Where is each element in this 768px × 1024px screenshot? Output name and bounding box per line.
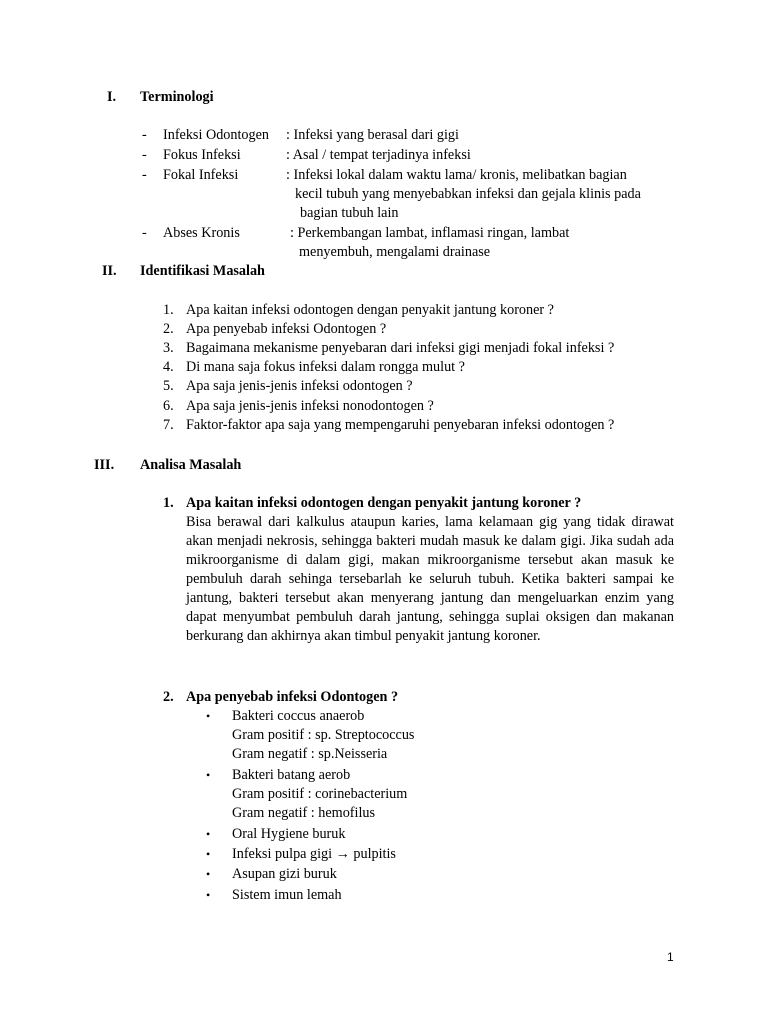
arrow-right-icon: → [335,846,350,862]
bullet-icon: • [206,768,211,782]
bullet-item [232,845,396,864]
section-2-title: Identifikasi Masalah [140,263,265,279]
problem-text: Bagaimana mekanisme penyebaran dari infeksi gigi menjadi fokal infeksi ? [186,340,615,356]
term-dash: - [142,225,147,241]
bullet-icon: • [206,867,211,881]
bullet-subitem: Gram positif : corinebacterium [232,786,408,802]
problem-text: Apa penyebab infeksi Odontogen ? [186,321,387,337]
problem-number: 4. [163,359,174,375]
analysis-question: Apa kaitan infeksi odontogen dengan penyakit jantung koroner ? [186,495,582,511]
bullet-item: Oral Hygiene buruk [232,826,346,842]
term-definition-continued: bagian tubuh lain [300,205,399,221]
term-label: Fokal Infeksi [163,167,239,183]
term-definition: : Infeksi lokal dalam waktu lama/ kronis, melibatkan bagian [286,167,627,183]
problem-number: 6. [163,398,174,414]
problem-number: 3. [163,340,174,356]
bullet-item: Asupan gizi buruk [232,866,337,882]
term-label: Infeksi Odontogen [163,127,269,143]
analysis-question: Apa penyebab infeksi Odontogen ? [186,689,399,705]
section-3-number: III. [94,457,115,473]
term-dash: - [142,147,147,163]
problem-number: 1. [163,302,174,318]
problem-text: Faktor-faktor apa saja yang mempengaruhi penyebaran infeksi odontogen ? [186,417,615,433]
term-label: Abses Kronis [163,225,240,241]
bullet-subitem: Gram negatif : hemofilus [232,805,376,821]
problem-number: 5. [163,378,174,394]
problem-text: Di mana saja fokus infeksi dalam rongga mulut ? [186,359,465,375]
problem-number: 2. [163,321,174,337]
section-3-title: Analisa Masalah [140,457,242,473]
bullet-icon: • [206,709,211,723]
bullet-item: Sistem imun lemah [232,887,342,903]
analysis-question-number: 1. [163,495,174,511]
problem-text: Apa kaitan infeksi odontogen dengan penyakit jantung koroner ? [186,302,554,318]
page-number: 1 [667,950,674,964]
term-definition-continued: kecil tubuh yang menyebabkan infeksi dan gejala klinis pada [295,186,641,202]
problem-text: Apa saja jenis-jenis infeksi odontogen ? [186,378,413,394]
analysis-answer-paragraph: Bisa berawal dari kalkulus ataupun karies, lama kelamaan gig yang tidak dirawat akan menjadi nekrosis, sehingga bakteri mudah masuk ke dalam gigi. Jika sudah ada mikroorganisme di dalam gigi, makan mikroorganisme tersebut akan masuk ke pembuluh darah sehinga tersebarlah ke seluruh tubuh. Ketika bakteri sampai ke jantung, bakteri tersebut akan menyerang jantung dan mengeluarkan enzim yang dapat menyumbat pembuluh darah jantung, sehingga suplai oksigen dan makanan berkurang dan akhirnya akan timbul penyakit jantung koroner. [186,514,674,644]
term-definition-continued: menyembuh, mengalami drainase [299,244,491,260]
bullet-item: Bakteri coccus anaerob [232,708,365,724]
bullet-icon: • [206,888,211,902]
bullet-icon: • [206,827,211,841]
section-2-number: II. [102,263,117,279]
bullet-subitem: Gram positif : sp. Streptococcus [232,727,415,743]
section-1-title: Terminologi [140,89,214,105]
term-definition: : Perkembangan lambat, inflamasi ringan, lambat [290,225,570,241]
problem-text: Apa saja jenis-jenis infeksi nonodontogen ? [186,398,434,414]
term-dash: - [142,167,147,183]
analysis-question-number: 2. [163,689,174,705]
bullet-subitem: Gram negatif : sp.Neisseria [232,746,388,762]
bullet-icon: • [206,847,211,861]
problem-number: 7. [163,417,174,433]
term-dash: - [142,127,147,143]
term-label: Fokus Infeksi [163,147,241,163]
bullet-item: Bakteri batang aerob [232,767,351,783]
bullet-item-text: Infeksi pulpa gigi [232,846,333,862]
term-definition: : Asal / tempat terjadinya infeksi [286,147,471,163]
bullet-item-text: pulpitis [353,846,396,862]
term-definition: : Infeksi yang berasal dari gigi [286,127,459,143]
section-1-number: I. [107,89,117,105]
